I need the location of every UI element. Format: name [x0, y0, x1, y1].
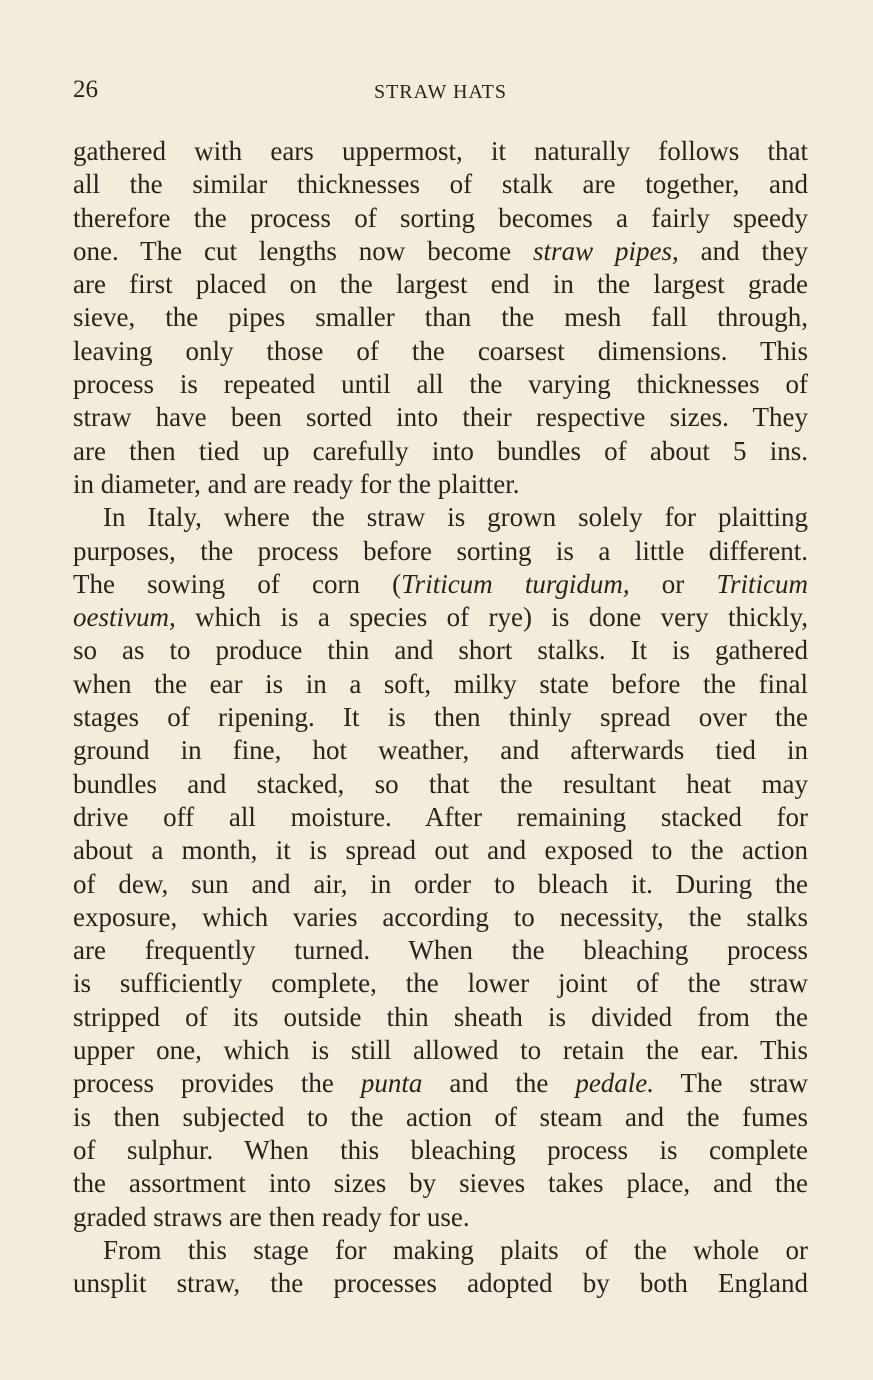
text-line: [73, 1267, 808, 1300]
text-line: [73, 368, 808, 401]
text-line: [73, 568, 808, 601]
text-segment: are then tied up carefully into bundles of about 5 ins.: [73, 435, 808, 466]
text-segment: straw have been sorted into their respective sizes. They: [73, 402, 808, 433]
text-segment: From this stage for making plaits of the whole or: [103, 1234, 808, 1265]
text-line: [73, 1167, 808, 1200]
text-line: [73, 535, 808, 568]
text-segment: when the ear is in a soft, milky state before the final: [73, 668, 808, 699]
text-line: [73, 701, 808, 734]
text-segment: is then subjected to the action of steam and the fumes: [73, 1101, 808, 1132]
text-segment: process is repeated until all the varying thicknesses of: [73, 369, 808, 400]
text-segment: in diameter, and are ready for the plaitter.: [73, 468, 520, 499]
text-segment: one. The cut lengths now become: [73, 235, 534, 266]
text-line: [73, 967, 808, 1000]
italic-term: Triticum: [716, 568, 809, 599]
text-segment: all the similar thicknesses of stalk are together, and: [73, 169, 808, 200]
text-segment: In Italy, where the straw is grown solely for plaitting: [103, 502, 808, 533]
running-title: STRAW HATS: [373, 81, 508, 103]
text-segment: stripped of its outside thin sheath is divided from the: [73, 1001, 808, 1032]
text-line: [73, 168, 808, 201]
italic-term: straw pipes,: [533, 235, 679, 266]
text-segment: bundles and stacked, so that the resultant heat may: [73, 768, 808, 799]
text-segment: so as to produce thin and short stalks. It is gathered: [73, 635, 808, 666]
text-segment: process provides the: [73, 1068, 361, 1099]
text-line: [73, 668, 808, 701]
text-line: [73, 601, 808, 634]
page-number: 26: [73, 76, 98, 103]
text-line: [73, 268, 808, 301]
text-line: [73, 901, 808, 934]
text-segment: and they: [678, 235, 808, 266]
text-line: [73, 1201, 808, 1234]
text-line: [73, 634, 808, 667]
text-line: [73, 768, 808, 801]
body-text: [73, 135, 808, 1300]
text-segment: exposure, which varies according to necessity, the stalks: [73, 901, 808, 932]
text-segment: stages of ripening. It is then thinly spread over the: [73, 702, 808, 733]
text-segment: or: [629, 568, 717, 599]
text-line: [73, 468, 808, 501]
text-line: [73, 335, 808, 368]
text-segment: and the: [422, 1068, 576, 1099]
text-line: [73, 135, 808, 168]
text-segment: are frequently turned. When the bleaching process: [73, 935, 808, 966]
italic-term: punta: [360, 1068, 423, 1099]
text-line: [73, 934, 808, 967]
text-segment: of dew, sun and air, in order to bleach it. During the: [73, 868, 808, 899]
text-segment: which is a species of rye) is done very thickly,: [175, 602, 808, 633]
text-line: [73, 801, 808, 834]
text-segment: graded straws are then ready for use.: [73, 1201, 470, 1232]
text-segment: sieve, the pipes smaller than the mesh fall through,: [73, 302, 808, 333]
text-segment: the assortment into sizes by sieves takes place, and the: [73, 1168, 808, 1199]
text-segment: purposes, the process before sorting is a little different.: [73, 535, 808, 566]
text-line: [73, 1067, 808, 1100]
text-line: [73, 235, 808, 268]
text-segment: leaving only those of the coarsest dimensions. This: [73, 335, 808, 366]
text-line: [73, 868, 808, 901]
text-line: [73, 202, 808, 235]
text-line: [73, 734, 808, 767]
text-segment: The straw: [654, 1068, 808, 1099]
text-segment: The sowing of corn (: [73, 568, 402, 599]
text-segment: gathered with ears uppermost, it naturally follows that: [73, 136, 808, 166]
text-segment: ground in fine, hot weather, and afterwards tied in: [73, 735, 808, 766]
italic-term: oestivum,: [73, 602, 176, 633]
text-segment: is sufficiently complete, the lower joint of the straw: [73, 968, 808, 999]
text-segment: unsplit straw, the processes adopted by both England: [73, 1268, 808, 1299]
text-segment: therefore the process of sorting becomes a fairly speedy: [73, 202, 808, 233]
text-segment: are first placed on the largest end in the largest grade: [73, 269, 808, 300]
italic-term: pedale.: [575, 1068, 655, 1099]
text-segment: about a month, it is spread out and exposed to the action: [73, 835, 808, 866]
text-line: [73, 401, 808, 434]
text-segment: drive off all moisture. After remaining stacked for: [73, 801, 808, 832]
text-line: [73, 1001, 808, 1034]
text-line: [73, 1134, 808, 1167]
text-line: [73, 1034, 808, 1067]
text-line: [73, 501, 808, 534]
text-line: [73, 301, 808, 334]
text-segment: of sulphur. When this bleaching process is complete: [73, 1134, 808, 1165]
text-line: [73, 435, 808, 468]
text-line: [73, 1101, 808, 1134]
page-header: [73, 76, 808, 106]
italic-term: Triticum turgidum,: [401, 568, 630, 599]
text-line: [73, 834, 808, 867]
text-line: [73, 1234, 808, 1267]
text-segment: upper one, which is still allowed to retain the ear. This: [73, 1035, 808, 1066]
